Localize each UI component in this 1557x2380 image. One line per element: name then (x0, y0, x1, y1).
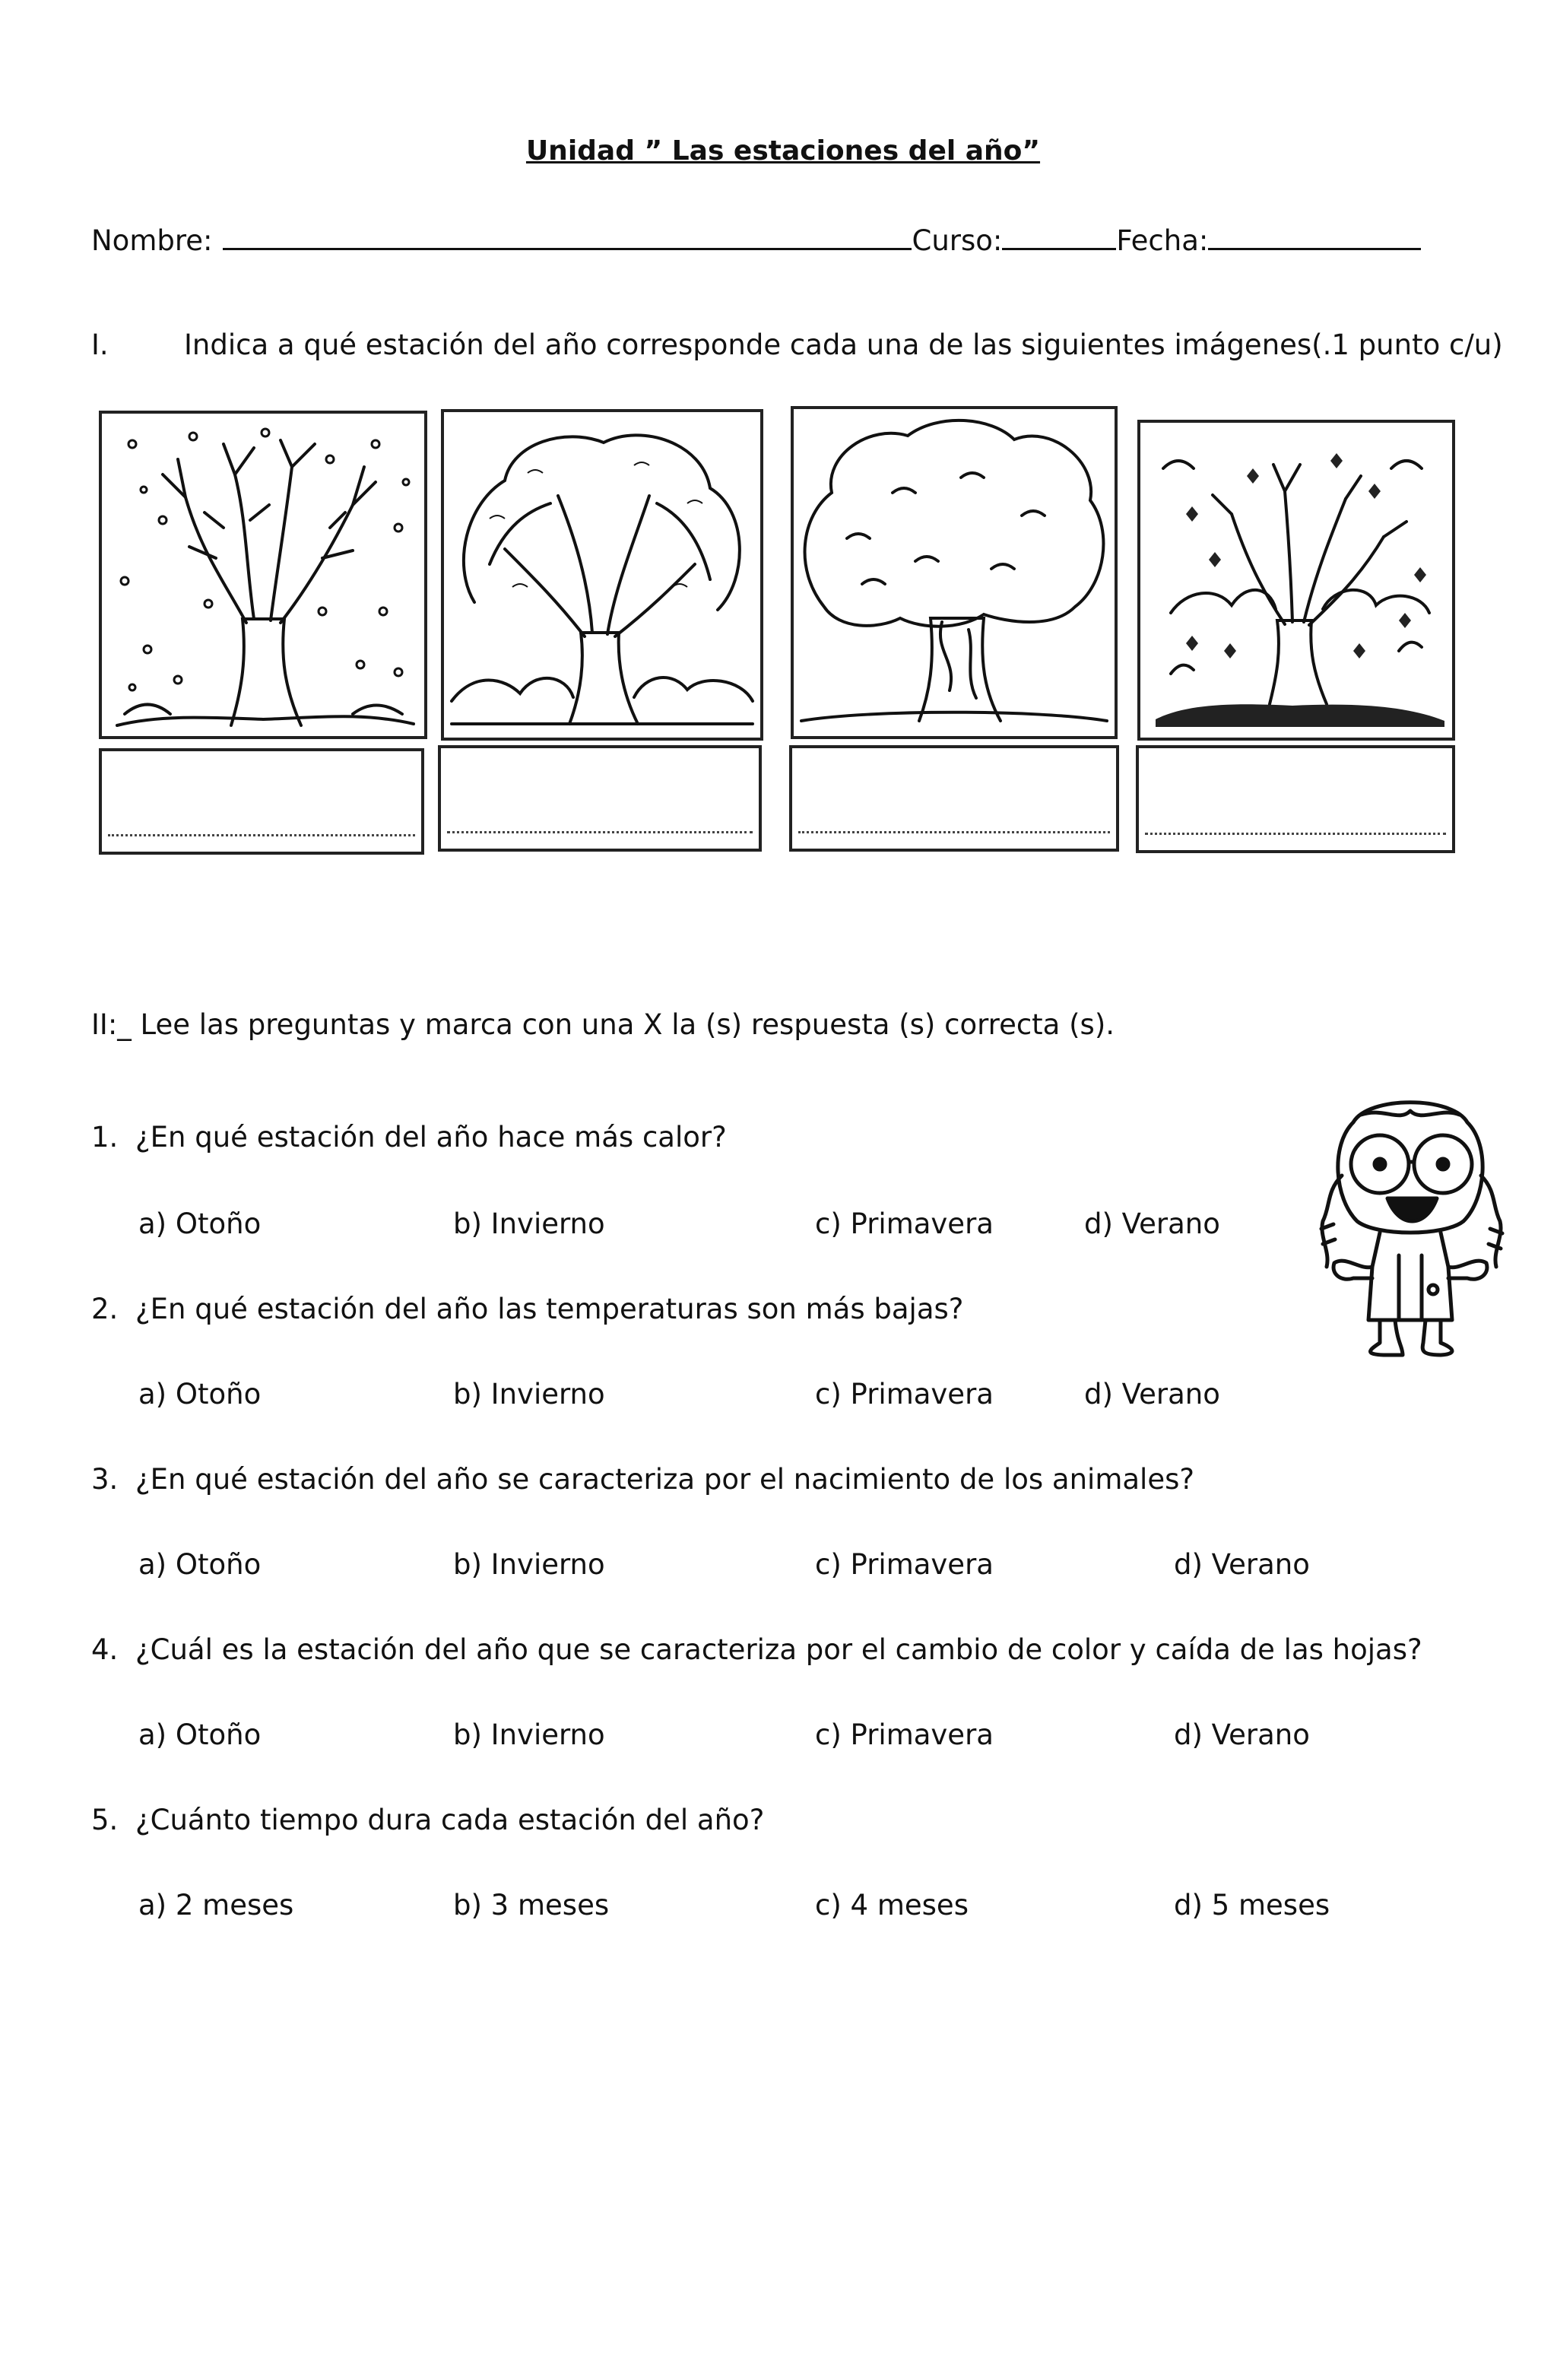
season-picture-3 (791, 406, 1118, 739)
q1-option-b[interactable]: b) Invierno (453, 1207, 605, 1240)
q3-option-a[interactable]: a) Otoño (138, 1548, 262, 1581)
q2-option-c[interactable]: c) Primavera (815, 1378, 994, 1411)
answer-box-3[interactable] (789, 745, 1119, 852)
q1-option-c[interactable]: c) Primavera (815, 1207, 994, 1240)
summer-tree-icon (794, 409, 1115, 736)
winter-tree-icon (102, 414, 424, 736)
answer-line-4 (1145, 833, 1446, 835)
name-label: Nombre: (91, 224, 213, 257)
q2-option-d[interactable]: d) Verano (1084, 1378, 1220, 1411)
spring-tree-icon (444, 412, 760, 738)
worksheet-title: Unidad ” Las estaciones del año” (525, 135, 1041, 167)
question-5-text: ¿Cuánto tiempo dura cada estación del año? (135, 1804, 765, 1836)
question-2-number: 2. (91, 1293, 119, 1325)
answer-line-1 (108, 834, 415, 836)
season-picture-2 (441, 409, 763, 741)
question-3-number: 3. (91, 1463, 119, 1496)
answer-line-2 (447, 831, 753, 833)
answer-box-2[interactable] (438, 745, 762, 852)
question-4 (91, 1633, 1422, 1666)
question-4-text: ¿Cuál es la estación del año que se caracteriza por el cambio de color y caída de las hojas? (135, 1633, 1422, 1666)
q3-option-c[interactable]: c) Primavera (815, 1548, 994, 1581)
answer-line-3 (798, 831, 1110, 833)
q5-option-c[interactable]: c) 4 meses (815, 1889, 969, 1921)
q4-option-c[interactable]: c) Primavera (815, 1718, 994, 1751)
q4-option-a[interactable]: a) Otoño (138, 1718, 262, 1751)
q1-option-d[interactable]: d) Verano (1084, 1207, 1220, 1240)
section-1-text: Indica a qué estación del año corresponde cada una de las siguientes imágenes(.1 punto c/u) (184, 328, 1503, 361)
girl-with-glasses-icon (1308, 1092, 1513, 1360)
question-1 (91, 1121, 727, 1154)
answer-box-1[interactable] (99, 748, 424, 855)
question-1-text: ¿En qué estación del año hace más calor? (135, 1121, 727, 1154)
q3-option-d[interactable]: d) Verano (1174, 1548, 1310, 1581)
season-picture-1 (99, 411, 427, 739)
question-2-text: ¿En qué estación del año las temperaturas son más bajas? (135, 1293, 964, 1325)
q4-option-b[interactable]: b) Invierno (453, 1718, 605, 1751)
girl-illustration (1308, 1092, 1513, 1360)
course-label: Curso: (912, 224, 1003, 257)
autumn-tree-icon (1140, 423, 1452, 738)
q5-option-b[interactable]: b) 3 meses (453, 1889, 610, 1921)
section-2-instruction: II:_ Lee las preguntas y marca con una X la (s) respuesta (s) correcta (s). (91, 1008, 1115, 1041)
section-1-number: I. (91, 328, 109, 361)
q5-option-d[interactable]: d) 5 meses (1174, 1889, 1330, 1921)
q2-option-b[interactable]: b) Invierno (453, 1378, 605, 1411)
q2-option-a[interactable]: a) Otoño (138, 1378, 262, 1411)
question-3-text: ¿En qué estación del año se caracteriza por el nacimiento de los animales? (135, 1463, 1194, 1496)
q3-option-b[interactable]: b) Invierno (453, 1548, 605, 1581)
question-3 (91, 1463, 1194, 1496)
date-label: Fecha: (1116, 224, 1209, 257)
answer-box-4[interactable] (1136, 745, 1455, 853)
question-5-number: 5. (91, 1804, 119, 1836)
season-pictures (0, 0, 1557, 867)
q1-option-a[interactable]: a) Otoño (138, 1207, 262, 1240)
question-5 (91, 1804, 764, 1836)
question-4-number: 4. (91, 1633, 119, 1666)
q5-option-a[interactable]: a) 2 meses (138, 1889, 294, 1921)
q4-option-d[interactable]: d) Verano (1174, 1718, 1310, 1751)
question-1-number: 1. (91, 1121, 119, 1154)
season-picture-4 (1137, 420, 1455, 741)
question-2 (91, 1293, 963, 1325)
